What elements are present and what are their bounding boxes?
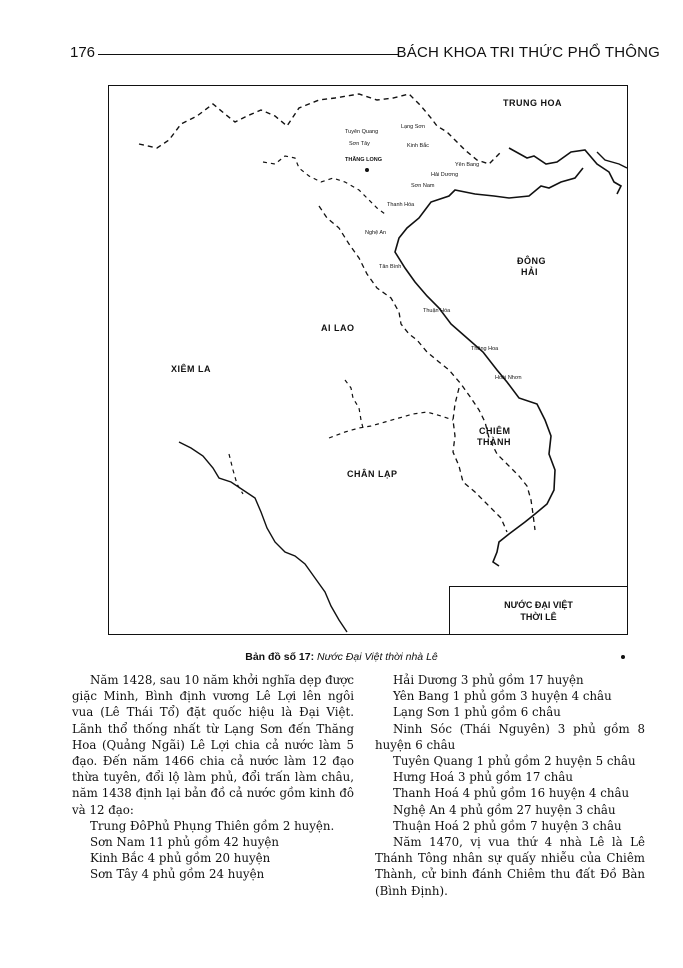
place-kinh-bac: Kinh Bắc bbox=[407, 143, 430, 149]
place-nghe-an: Nghệ An bbox=[365, 230, 387, 236]
place-son-nam: Sơn Nam bbox=[411, 183, 435, 189]
list-item: Hải Dương 3 phủ gồm 17 huyện bbox=[393, 673, 584, 687]
place-thuan-hoa: Thuận Hóa bbox=[423, 308, 451, 314]
place-hai-duong: Hải Dương bbox=[431, 172, 459, 178]
list-item: Sơn Tây 4 phủ gồm 24 huyện bbox=[90, 867, 265, 882]
place-lang-son: Lạng Sơn bbox=[401, 124, 426, 130]
region-chan-lap: CHÂN LẠP bbox=[347, 469, 398, 479]
island-coast bbox=[597, 152, 627, 168]
legend-line-1: NƯỚC ĐẠI VIỆT bbox=[504, 600, 573, 610]
bullet-dot bbox=[621, 655, 625, 659]
place-son-tay: Sơn Tây bbox=[349, 141, 370, 147]
list-item: Kinh Bắc 4 phủ gồm 20 huyện bbox=[90, 851, 271, 866]
caption-text: Nước Đại Việt thời nhà Lê bbox=[317, 651, 438, 663]
list-item: Nghệ An 4 phủ gồm 27 huyện 3 châu bbox=[393, 802, 616, 817]
place-hoai-nhon: Hoài Nhơn bbox=[495, 375, 522, 381]
list-item: Yên Bang 1 phủ gồm 3 huyện 4 châu bbox=[393, 689, 612, 704]
book-title: BÁCH KHOA TRI THỨC PHỔ THÔNG bbox=[396, 44, 660, 61]
left-column bbox=[72, 672, 354, 883]
historical-map bbox=[108, 85, 628, 635]
thang-long-marker bbox=[365, 168, 369, 172]
paragraph-intro: Năm 1428, sau 10 năm khởi nghĩa dẹp được giặc Minh, Bình định vương Lê Lợi lên ngôi vua (Lê Thái Tổ) đặt quốc hiệu là Đại Việt. Lãnh thổ thống nhất từ Lạng Sơn đến Thăng Hoa (Quảng Ngãi) Lê Lợi chia cả nước làm 5 đạo. Đến năm 1466 chia cả nước làm 12 đạo thừa tuyên, đổi lộ làm phủ, đổi trấn làm châu, năm 1438 định lại bản đồ cả nước gồm kinh đô và 12 đạo: bbox=[72, 673, 354, 817]
right-column bbox=[375, 672, 645, 899]
place-tuyen-quang: Tuyên Quang bbox=[345, 129, 379, 135]
header-rule bbox=[98, 54, 398, 55]
chiem-thanh-border bbox=[453, 388, 507, 532]
region-xiem-la: XIÊM LA bbox=[171, 364, 212, 374]
map-legend bbox=[449, 586, 627, 634]
chan-lap-border bbox=[329, 412, 453, 438]
region-ai-lao: AI LAO bbox=[321, 323, 355, 333]
western-frontier bbox=[179, 442, 347, 632]
map-caption bbox=[0, 651, 683, 663]
paragraph-1470: Năm 1470, vị vua thứ 4 nhà Lê là Lê Thánh Tông nhân sự quấy nhiễu của Chiêm Thành, cử binh đánh Chiêm thu đất Đồ Bàn (Bình Định). bbox=[375, 835, 645, 898]
map-drawing bbox=[109, 86, 629, 636]
list-item: Thanh Hoá 4 phủ gồm 16 huyện 4 châu bbox=[393, 786, 630, 801]
caption-label: Bản đồ số 17: bbox=[245, 651, 315, 663]
ai-lao-inner-border bbox=[345, 380, 363, 428]
place-thanh-hoa: Thanh Hóa bbox=[387, 202, 415, 208]
coastline bbox=[395, 148, 621, 566]
region-dong-hai-line1: ĐÔNG bbox=[517, 256, 546, 266]
region-chiem-thanh-line2: THÀNH bbox=[477, 437, 511, 447]
page-number: 176 bbox=[70, 44, 96, 61]
list-item: Hưng Hoá 3 phủ gồm 17 châu bbox=[393, 770, 574, 785]
list-item: Sơn Nam 11 phủ gồm 42 huyện bbox=[90, 835, 279, 850]
region-chiem-thanh-line1: CHIÊM bbox=[479, 426, 511, 436]
list-item: Thuận Hoá 2 phủ gồm 7 huyện 3 châu bbox=[393, 818, 622, 833]
region-dong-hai-line2: HẢI bbox=[521, 267, 538, 277]
list-item: Tuyên Quang 1 phủ gồm 2 huyện 5 châu bbox=[393, 754, 636, 769]
region-trung-hoa: TRUNG HOA bbox=[503, 98, 562, 108]
place-yen-bang: Yên Bang bbox=[455, 162, 480, 168]
list-item: Trung ĐôPhủ Phụng Thiên gồm 2 huyện. bbox=[90, 818, 335, 833]
list-item: Ninh Sóc (Thái Nguyên) 3 phủ gồm 8 huyện 6 châu bbox=[375, 721, 645, 752]
place-thang-long: THĂNG LONG bbox=[345, 157, 382, 163]
tuyen-quang-border bbox=[263, 156, 385, 214]
running-header bbox=[70, 40, 660, 68]
list-item: Lạng Sơn 1 phủ gồm 6 châu bbox=[393, 705, 561, 720]
legend-line-2: THỜI LÊ bbox=[520, 612, 557, 622]
northern-border bbox=[139, 94, 501, 164]
place-thang-hoa: Thăng Hoa bbox=[471, 346, 499, 352]
place-tan-binh: Tân Bình bbox=[379, 264, 402, 270]
ai-lao-border bbox=[319, 206, 535, 530]
